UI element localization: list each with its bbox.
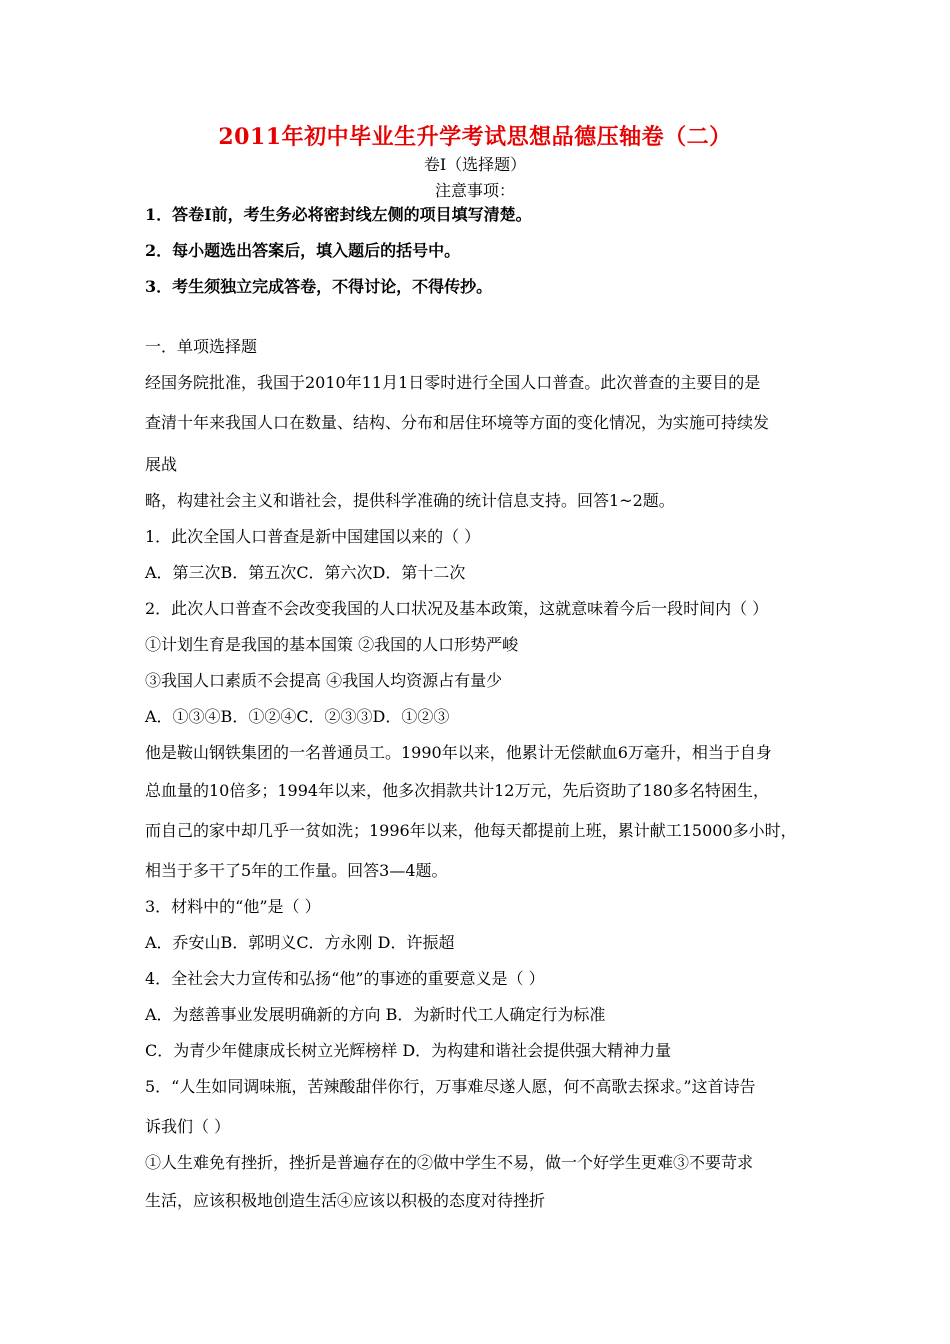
question-5-stem: 诉我们（ ）: [145, 1117, 231, 1136]
question-4-stem: 4．全社会大力宣传和弘扬“他”的事迹的重要意义是（ ）: [145, 969, 545, 988]
notice-item: 2．每小题选出答案后，填入题后的括号中。: [145, 241, 461, 260]
question-4-options: A．为慈善事业发展明确新的方向 B．为新时代工人确定行为标准: [145, 1005, 606, 1024]
question-3-stem: 3．材料中的“他”是（ ）: [145, 897, 321, 916]
passage2-line: 他是鞍山钢铁集团的一名普通员工。1990年以来，他累计无偿献血6万毫升，相当于自身: [145, 743, 772, 762]
passage1-line: 略，构建社会主义和谐社会，提供科学准确的统计信息支持。回答1~2题。: [145, 491, 675, 510]
question-2-stem: 2．此次人口普查不会改变我国的人口状况及基本政策，这就意味着今后一段时间内（ ）: [145, 599, 769, 618]
section-heading: 一．单项选择题: [145, 337, 258, 356]
exam-title: 2011年初中毕业生升学考试思想品德压轴卷（二）: [218, 124, 732, 150]
question-1-options: A．第三次B．第五次C．第六次D．第十二次: [145, 563, 466, 582]
notice-item: 3．考生须独立完成答卷，不得讨论，不得传抄。: [145, 277, 493, 296]
question-1-stem: 1．此次全国人口普查是新中国建国以来的（ ）: [145, 527, 481, 546]
question-5-item: 生活，应该积极地创造生活④应该以积极的态度对待挫折: [145, 1191, 546, 1210]
passage1-line: 经国务院批准，我国于2010年11月1日零时进行全国人口普查。此次普查的主要目的是: [145, 373, 761, 392]
passage2-line: 总血量的10倍多；1994年以来，他多次捐款共计12万元，先后资助了180多名特困生，: [145, 781, 769, 800]
question-5-stem: 5．“人生如同调味瓶，苦辣酸甜伴你行，万事难尽遂人愿，何不高歌去探求。”这首诗告: [145, 1077, 756, 1096]
question-2-item: ③我国人口素质不会提高 ④我国人均资源占有量少: [145, 671, 503, 690]
question-2-item: ①计划生育是我国的基本国策 ②我国的人口形势严峻: [145, 635, 519, 654]
question-2-options: A．①③④B．①②④C．②③③D．①②③: [145, 707, 450, 726]
section-subtitle: 卷Ⅰ（选择题）: [423, 155, 527, 174]
passage2-line: 而自己的家中却几乎一贫如洗；1996年以来，他每天都提前上班，累计献工15000多小时，: [145, 821, 797, 840]
notice-item: 1．答卷Ⅰ前，考生务必将密封线左侧的项目填写清楚。: [145, 205, 532, 224]
question-5-item: ①人生难免有挫折，挫折是普遍存在的②做中学生不易，做一个好学生更难③不要苛求: [145, 1153, 754, 1172]
passage1-line: 展战: [145, 455, 178, 474]
notice-heading: 注意事项：: [434, 181, 515, 200]
passage2-line: 相当于多干了5年的工作量。回答3—4题。: [145, 861, 448, 880]
question-3-options: A．乔安山B．郭明义C．方永刚 D．许振超: [145, 933, 455, 952]
passage1-line: 查清十年来我国人口在数量、结构、分布和居住环境等方面的变化情况，为实施可持续发: [145, 413, 770, 432]
question-4-options: C．为青少年健康成长树立光辉榜样 D．为构建和谐社会提供强大精神力量: [145, 1041, 672, 1060]
